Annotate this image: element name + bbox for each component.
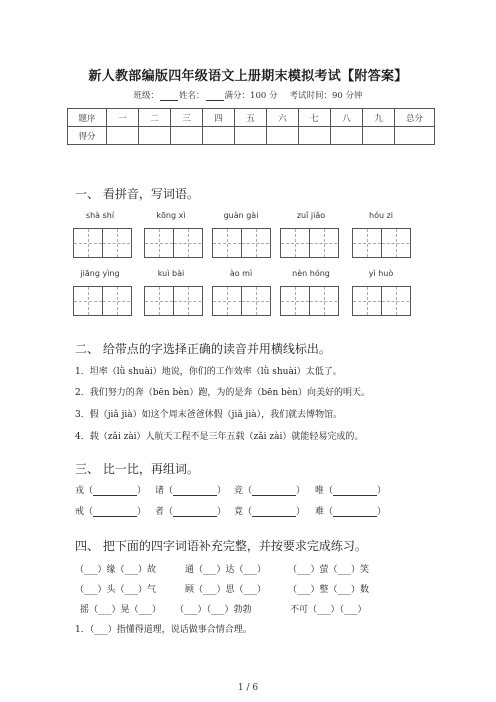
score-table-score-row <box>68 127 435 145</box>
score-cell[interactable] <box>171 127 203 145</box>
pinyin-label: kōng xì <box>156 211 186 220</box>
compare-item[interactable]: 竞（ ） <box>234 486 306 496</box>
score-cell[interactable] <box>203 127 235 145</box>
full-score: 满分：100 分 <box>224 91 278 101</box>
idiom-item[interactable]: （___）萤（___）笑 <box>288 565 370 575</box>
writing-grid[interactable] <box>280 228 339 258</box>
compare-item[interactable]: 难（ ） <box>315 507 387 517</box>
compare-char: 诸 <box>155 486 165 496</box>
score-table <box>67 108 435 145</box>
score-col: 二 <box>139 109 171 127</box>
compare-item[interactable]: 诸（ ） <box>155 486 227 496</box>
question-line: 1．（___）指懂得道理，说话做事合情合理。 <box>75 625 252 635</box>
score-col: 六 <box>267 109 299 127</box>
score-table-header-row <box>68 109 435 127</box>
pinyin-label: shà shí <box>85 211 115 220</box>
idiom-item[interactable]: （___）缘（___）故 <box>75 565 157 575</box>
question-line: 3．假（jiǎ jià）如这个周末爸爸休假（jiǎ jià），我们就去博物馆。 <box>75 410 343 420</box>
writing-grid[interactable] <box>73 228 132 258</box>
writing-grid[interactable] <box>352 228 411 258</box>
score-col: 四 <box>203 109 235 127</box>
score-col: 一 <box>107 109 139 127</box>
class-label: 班级： <box>133 91 160 101</box>
pinyin-label: ào mì <box>229 269 253 278</box>
exam-time: 考试时间：90 分钟 <box>289 91 363 101</box>
score-cell[interactable] <box>267 127 299 145</box>
score-cell[interactable] <box>139 127 171 145</box>
score-col-total: 总分 <box>395 109 435 127</box>
score-cell[interactable] <box>363 127 395 145</box>
pinyin-label: nèn hóng <box>292 269 330 278</box>
page-title: 新人教部编版四年级语文上册期末模拟考试【附答案】 <box>88 69 408 84</box>
exam-info <box>0 89 496 101</box>
question-line: 4．载（zǎi zài）人航天工程不是三年五载（zǎi zài）就能轻易完成的。 <box>75 432 364 442</box>
idiom-item[interactable]: 不可（___）（___） <box>290 605 367 615</box>
compare-item[interactable]: 戒（ ） <box>75 507 147 517</box>
score-col-label: 题序 <box>68 109 107 127</box>
compare-char: 难 <box>315 507 325 517</box>
score-col: 七 <box>299 109 331 127</box>
idiom-item[interactable]: 摇（___）晃（___） <box>80 605 162 615</box>
compare-item[interactable]: 唯（ ） <box>315 486 387 496</box>
pinyin-label: hóu zi <box>369 211 393 220</box>
idiom-item[interactable]: （___）头（___）气 <box>75 585 157 595</box>
idiom-item[interactable]: 顾（___）思（___） <box>185 585 267 595</box>
section4-heading: 四、 把下面的四字词语补充完整，并按要求完成练习。 <box>75 539 367 553</box>
score-cell[interactable] <box>331 127 363 145</box>
compare-char: 者 <box>155 507 165 517</box>
pinyin-label: guàn gài <box>223 211 259 220</box>
score-col: 八 <box>331 109 363 127</box>
score-cell[interactable] <box>107 127 139 145</box>
compare-char: 戒 <box>75 507 85 517</box>
compare-item[interactable]: 戎（ ） <box>75 486 147 496</box>
score-col: 五 <box>235 109 267 127</box>
writing-grid[interactable] <box>212 228 271 258</box>
question-line: 1．坦率（lǜ shuài）地说，你们的工作效率（lǜ shuài）太低了。 <box>75 367 342 377</box>
page-number: 1 / 6 <box>237 683 259 693</box>
compare-item[interactable]: 竟（ ） <box>234 507 306 517</box>
pinyin-label: yì huò <box>368 269 394 278</box>
writing-grid[interactable] <box>73 286 132 316</box>
pinyin-label: zuǐ jiǎo <box>296 211 326 220</box>
writing-grid[interactable] <box>212 286 271 316</box>
compare-char: 竟 <box>234 507 244 517</box>
name-blank <box>206 91 224 101</box>
score-row-label: 得分 <box>68 127 107 145</box>
compare-char: 竞 <box>234 486 244 496</box>
idiom-item[interactable]: 通（___）达（___） <box>185 565 267 575</box>
compare-item[interactable]: 者（ ） <box>155 507 227 517</box>
writing-grid[interactable] <box>280 286 339 316</box>
pinyin-label: jiāng yìng <box>80 269 120 278</box>
idiom-item[interactable]: （___）整（___）数 <box>288 585 370 595</box>
compare-char: 唯 <box>315 486 325 496</box>
score-col: 三 <box>171 109 203 127</box>
name-label: 姓名： <box>179 91 205 101</box>
score-cell-total[interactable] <box>395 127 435 145</box>
writing-grid[interactable] <box>352 286 411 316</box>
pinyin-label: kuì bài <box>157 269 185 278</box>
idiom-item[interactable]: （___）（___）勃勃 <box>175 605 252 615</box>
question-line: 2．我们努力的奔（bēn bèn）跑，为的是奔（bēn bèn）向美好的明天。 <box>75 388 370 398</box>
section3-heading: 三、 比一比，再组词。 <box>75 462 199 476</box>
score-col: 九 <box>363 109 395 127</box>
writing-grid[interactable] <box>144 228 203 258</box>
class-blank <box>160 91 178 101</box>
section1-heading: 一、 看拼音，写词语。 <box>75 187 199 201</box>
compare-char: 戎 <box>75 486 85 496</box>
score-cell[interactable] <box>299 127 331 145</box>
score-cell[interactable] <box>235 127 267 145</box>
writing-grid[interactable] <box>144 286 203 316</box>
section2-heading: 二、 给带点的字选择正确的读音并用横线标出。 <box>75 342 331 356</box>
